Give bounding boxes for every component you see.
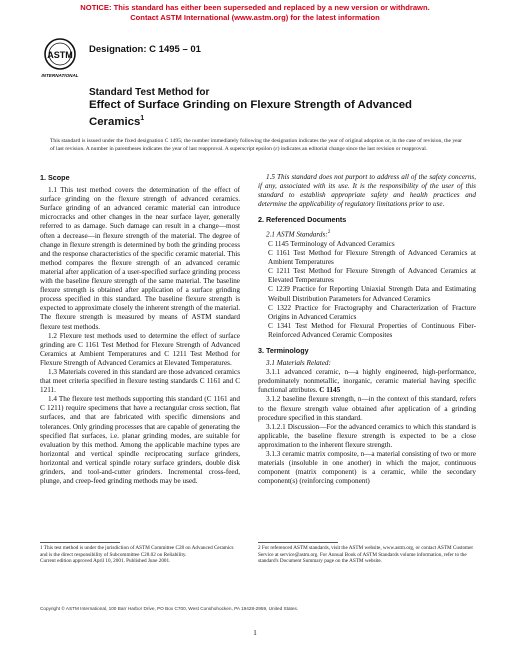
footnote-2: 2 For referenced ASTM standards, visit the ASTM website, www.astm.org, or contact ASTM Customer Service at service@astm.org. For Annual Book of ASTM Standards volume information, refer to the standard's Document Summary page on the ASTM website. bbox=[258, 545, 474, 565]
terminology-intro: 3.1 Materials Related: bbox=[266, 359, 331, 368]
definition-source: C 1145 bbox=[319, 386, 341, 395]
footnote-1-text: 1 This test method is under the jurisdiction of ASTM Committee C28 on Advanced Ceramics and is the direct responsibility of Subcommittee C28.02 on Reliability. bbox=[40, 545, 234, 558]
section-scope-heading: 1. Scope bbox=[40, 173, 70, 182]
right-column bbox=[258, 173, 476, 486]
references-intro: 2.1 ASTM Standards: bbox=[266, 230, 328, 239]
paragraph-1-2: 1.2 Flexure test methods used to determine the effect of surface grinding are C 1161 Test Method for Flexure Strength of Advanced Ceramics at Ambient Temperatures and C 1211 Test Method for Flexure Strength of Advanced Ceramics at Elevated Temperatures. bbox=[40, 331, 240, 367]
title-line-2: Effect of Surface Grinding on Flexure Strength of Advanced bbox=[89, 99, 412, 111]
reference-item: C 1161 Test Method for Flexure Strength of Advanced Ceramics at Ambient Temperatures bbox=[268, 249, 476, 267]
notice-line-1: NOTICE: This standard has either been superseded and replaced by a new version or withdrawn. bbox=[80, 3, 430, 12]
page-number: 1 bbox=[253, 628, 257, 637]
preamble: This standard is issued under the fixed designation C 1495; the number immediately following the designation indicates the year of original adoption or, in the case of revision, the year of last revision. A number in parentheses indicates the year of last reapproval. A superscript epsilon (ε) indicates an editorial change since the last revision or reapproval. bbox=[50, 138, 462, 152]
paragraph-1-4: 1.4 The flexure test methods supporting this standard (C 1161 and C 1211) require specimens that have a rectangular cross section, flat surfaces, and that are fabricated with specific dimensions and tolerances. Only grinding processes that are capable of generating the specified flat surfaces, i.e. planar grinding modes, are suitable for evaluation by this method. Among the applicable machine types are horizontal and vertical spindle reciprocating surface grinders, horizontal and vertical spindle rotary surface grinders, double disk grinders, and tool-and-cutter grinders. Incremental cross-feed, plunge, and creep-feed grinding methods may be used. bbox=[40, 395, 240, 486]
section-terminology-heading: 3. Terminology bbox=[258, 345, 309, 355]
logo-subtext: INTERNATIONAL bbox=[41, 73, 79, 78]
definition-advanced-ceramic: 3.1.1 advanced ceramic, n—a highly engineered, high-performance, predominately nonmetallic, inorganic, ceramic material having specific functional attributes. bbox=[258, 368, 476, 395]
reference-item: C 1322 Practice for Fractography and Characterization of Fracture Origins in Advanced Ceramics bbox=[268, 303, 476, 321]
copyright-line: Copyright © ASTM International, 100 Barr Harbor Drive, PO Box C700, West Conshohocken, PA 19428-2959, United States. bbox=[40, 606, 299, 611]
reference-item: C 1211 Test Method for Flexure Strength of Advanced Ceramics at Elevated Temperatures bbox=[268, 267, 476, 285]
left-column bbox=[40, 173, 240, 486]
paragraph-3-1-1 bbox=[258, 368, 476, 395]
paragraph-3-1-3: 3.1.3 ceramic matrix composite, n—a material consisting of two or more materials (insoluble in one another) in which the major, continuous component (matrix component) is a ceramic, while the secondary component(s) (reinforcing component) bbox=[258, 450, 476, 486]
designation: Designation: C 1495 – 01 bbox=[89, 44, 201, 55]
references-footnote-mark: 2 bbox=[327, 230, 331, 236]
footnote-1-edition: Current edition approved April 10, 2001. Published June 2001. bbox=[40, 558, 171, 565]
astm-logo bbox=[40, 36, 84, 80]
reference-item: C 1341 Test Method for Flexural Properties of Continuous Fiber-Reinforced Advanced Ceramic Composites bbox=[268, 321, 476, 339]
title-line-1: Standard Test Method for bbox=[89, 87, 210, 98]
withdrawn-notice bbox=[0, 3, 510, 22]
paragraph-3-1-2-1: 3.1.2.1 Discussion—For the advanced ceramics to which this standard is applicable, the baseline flexure strength is expected to be a close approximation to the inherent flexure strength. bbox=[258, 422, 476, 449]
section-references-heading: 2. Referenced Documents bbox=[258, 215, 347, 225]
title-line-3: Ceramics bbox=[89, 115, 141, 128]
title-footnote-mark: 1 bbox=[140, 115, 145, 122]
notice-line-2: Contact ASTM International (www.astm.org) for the latest information bbox=[130, 12, 380, 22]
paragraph-3-1-2: 3.1.2 baseline flexure strength, n—in the context of this standard, refers to the flexure strength value obtained after application of a grinding procedure specified in this standard. bbox=[258, 395, 476, 422]
paragraph-1-1: 1.1 This test method covers the determination of the effect of surface grinding on the flexure strength of advanced ceramics. Surface grinding of an advanced ceramic material can introduce microcracks and other changes in the near surface layer, generally referred to as damage. Such damage can result in a change—most often a decrease—in flexure strength of the material. The degree of change in flexure strength is determined by both the grinding process and the response characteristics of the specific ceramic material. This method compares the flexure strength of an advanced ceramic material after application of a user-specified surface grinding process with the baseline flexure strength of the same material. The baseline flexure strength is obtained after application of a surface grinding process specified in this standard. The baseline flexure strength is expected to approximate closely the inherent strength of the material. The flexure strength is measured by means of ASTM standard flexure test methods. bbox=[40, 186, 240, 331]
reference-item: C 1145 Terminology of Advanced Ceramics bbox=[268, 239, 395, 248]
footnote-1 bbox=[40, 545, 240, 565]
logo-text: ASTM bbox=[47, 50, 73, 60]
document-title bbox=[89, 86, 489, 129]
paragraph-1-5: 1.5 This standard does not purport to address all of the safety concerns, if any, associated with its use. It is the responsibility of the user of this standard to establish appropriate safety and health practices and determine the applicability of regulatory limitations prior to use. bbox=[258, 173, 476, 209]
reference-item: C 1239 Practice for Reporting Uniaxial Strength Data and Estimating Weibull Distribution Parameters for Advanced Ceramics bbox=[268, 285, 476, 303]
paragraph-1-3: 1.3 Materials covered in this standard are those advanced ceramics that meet criteria specified in flexure testing standards C 1161 and C 1211. bbox=[40, 367, 240, 395]
